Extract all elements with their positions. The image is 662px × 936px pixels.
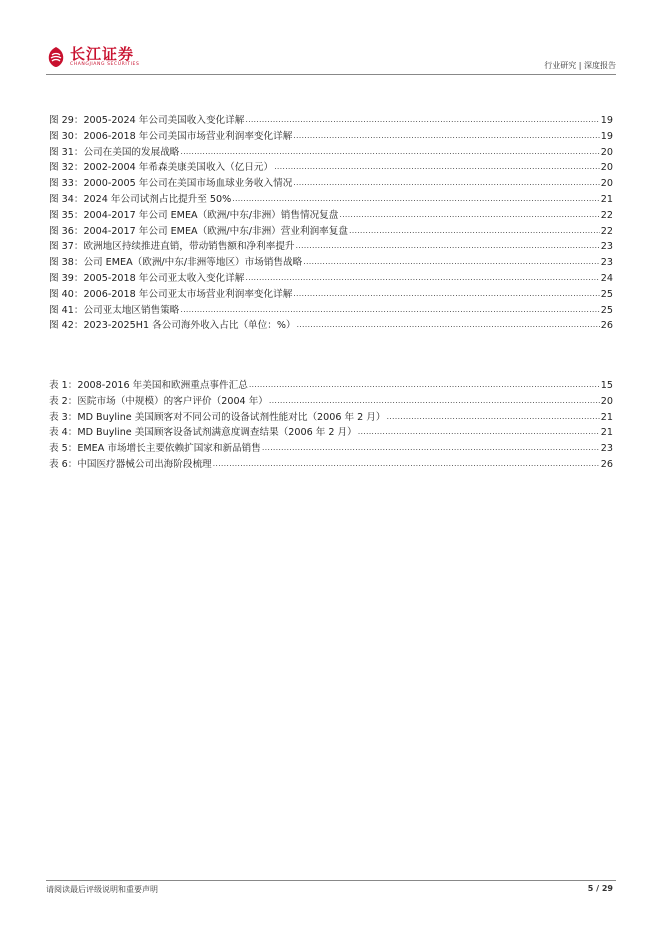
toc-page-number: 23 <box>600 257 613 269</box>
toc-page-number: 20 <box>600 178 613 190</box>
logo-chinese-name: 长江证券 <box>70 45 135 63</box>
page-header <box>46 44 616 74</box>
toc-page-number: 25 <box>600 304 613 316</box>
toc-entry[interactable] <box>49 159 613 173</box>
toc-page-number: 24 <box>600 273 613 284</box>
toc-page-number: 19 <box>600 130 613 142</box>
toc-entry-title: 图 33：2000-2005 年公司在美国市场血球业务收入情况 <box>49 178 293 190</box>
header-divider <box>46 74 616 75</box>
toc-entry-title: 图 36：2004-2017 年公司 EMEA（欧洲/中东/非洲）营业利润率复盘 <box>49 225 348 237</box>
logo-icon <box>46 46 66 68</box>
toc-leader-dots <box>262 442 600 454</box>
footer-disclaimer: 请阅读最后评级说明和重要声明 <box>46 885 158 894</box>
toc-leader-dots <box>245 114 599 126</box>
logo-english-name: CHANGJIANG SECURITIES <box>70 62 140 67</box>
toc-entry-title: 图 32：2002-2004 年希森美康美国收入（亿日元） <box>49 162 274 174</box>
toc-entry[interactable] <box>49 238 613 252</box>
toc-leader-dots <box>274 161 600 173</box>
toc-entry[interactable] <box>49 207 613 221</box>
toc-page-number: 25 <box>600 288 613 300</box>
toc-entry[interactable] <box>49 254 613 268</box>
toc-entry-title: 图 34：2024 年公司试剂占比提升至 50% <box>49 194 232 205</box>
toc-page-number: 26 <box>600 459 613 470</box>
company-logo <box>46 46 139 68</box>
page-number: 5 / 29 <box>587 884 613 893</box>
toc-page-number: 20 <box>600 146 613 158</box>
toc-leader-dots <box>180 146 599 158</box>
toc-entry[interactable] <box>49 286 613 300</box>
toc-entry[interactable] <box>49 191 613 205</box>
toc-leader-dots <box>358 426 600 438</box>
toc-entry-title: 图 40：2006-2018 年公司亚太市场营业利润率变化详解 <box>49 288 293 300</box>
toc-page-number: 23 <box>600 241 613 253</box>
toc-entry[interactable] <box>49 409 613 423</box>
toc-entry-title: 表 5：EMEA 市场增长主要依赖扩国家和新品销售 <box>49 443 261 455</box>
toc-entry-title: 图 39：2005-2018 年公司亚太收入变化详解 <box>49 273 245 284</box>
toc-page-number: 15 <box>600 380 613 391</box>
toc-entry[interactable] <box>49 128 613 142</box>
toc-entry[interactable] <box>49 223 613 237</box>
toc-entry[interactable] <box>49 456 613 470</box>
toc-leader-dots <box>249 379 600 391</box>
toc-entry-title: 表 1：2008-2016 年美国和欧洲重点事件汇总 <box>49 380 248 391</box>
toc-entry[interactable] <box>49 270 613 284</box>
toc-leader-dots <box>303 256 600 268</box>
toc-page-number: 21 <box>600 194 613 205</box>
toc-leader-dots <box>293 288 599 300</box>
toc-page-number: 19 <box>600 115 613 126</box>
toc-leader-dots <box>297 319 600 331</box>
toc-page-number: 26 <box>600 320 613 332</box>
toc-entry-title: 图 42：2023-2025H1 各公司海外收入占比（单位：%） <box>49 320 296 332</box>
toc-page-number: 22 <box>600 209 613 221</box>
toc-page-number: 22 <box>600 225 613 237</box>
toc-leader-dots <box>296 240 600 252</box>
toc-leader-dots <box>180 304 599 316</box>
toc-leader-dots <box>232 193 600 205</box>
toc-page-number: 21 <box>600 427 613 439</box>
toc-page-number: 21 <box>600 411 613 423</box>
toc-page-number: 23 <box>600 443 613 455</box>
toc-leader-dots <box>339 209 599 221</box>
toc-entry-title: 表 2：医院市场（中规模）的客户评价（2004 年） <box>49 395 268 407</box>
toc-entry[interactable] <box>49 144 613 158</box>
toc-entry-title: 表 4：MD Buyline 美国顾客设备试剂满意度调查结果（2006 年 2 月） <box>49 427 357 439</box>
footer-divider <box>46 880 616 881</box>
toc-leader-dots <box>349 225 600 237</box>
toc-entry[interactable] <box>49 112 613 126</box>
toc-leader-dots <box>269 395 600 407</box>
toc-entry[interactable] <box>49 393 613 407</box>
toc-entry[interactable] <box>49 440 613 454</box>
toc-entry-title: 表 6：中国医疗器械公司出海阶段梳理 <box>49 459 212 470</box>
toc-entry-title: 图 38：公司 EMEA（欧洲/中东/非洲等地区）市场销售战略 <box>49 257 303 269</box>
toc-leader-dots <box>387 411 600 423</box>
toc-page-number: 20 <box>600 395 613 407</box>
toc-leader-dots <box>213 458 600 470</box>
toc-entry-title: 图 31：公司在美国的发展战略 <box>49 146 180 158</box>
toc-entry[interactable] <box>49 377 613 391</box>
toc-entry[interactable] <box>49 175 613 189</box>
toc-entry-title: 表 3：MD Buyline 美国顾客对不同公司的设备试剂性能对比（2006 年 2 月） <box>49 411 386 423</box>
toc-leader-dots <box>293 130 599 142</box>
toc-page-number: 20 <box>600 162 613 174</box>
toc-entry-title: 图 35：2004-2017 年公司 EMEA（欧洲/中东/非洲）销售情况复盘 <box>49 209 339 221</box>
toc-leader-dots <box>293 177 599 189</box>
toc-leader-dots <box>245 272 599 284</box>
toc-entry-title: 图 37：欧洲地区持续推进直销，带动销售额和净利率提升 <box>49 241 295 253</box>
toc-entry-title: 图 30：2006-2018 年公司美国市场营业利润率变化详解 <box>49 130 293 142</box>
toc-entry[interactable] <box>49 317 613 331</box>
toc-entry[interactable] <box>49 302 613 316</box>
report-category: 行业研究 | 深度报告 <box>544 61 616 70</box>
toc-entry-title: 图 41：公司亚太地区销售策略 <box>49 304 180 316</box>
toc-entry-title: 图 29：2005-2024 年公司美国收入变化详解 <box>49 115 245 126</box>
toc-entry[interactable] <box>49 424 613 438</box>
